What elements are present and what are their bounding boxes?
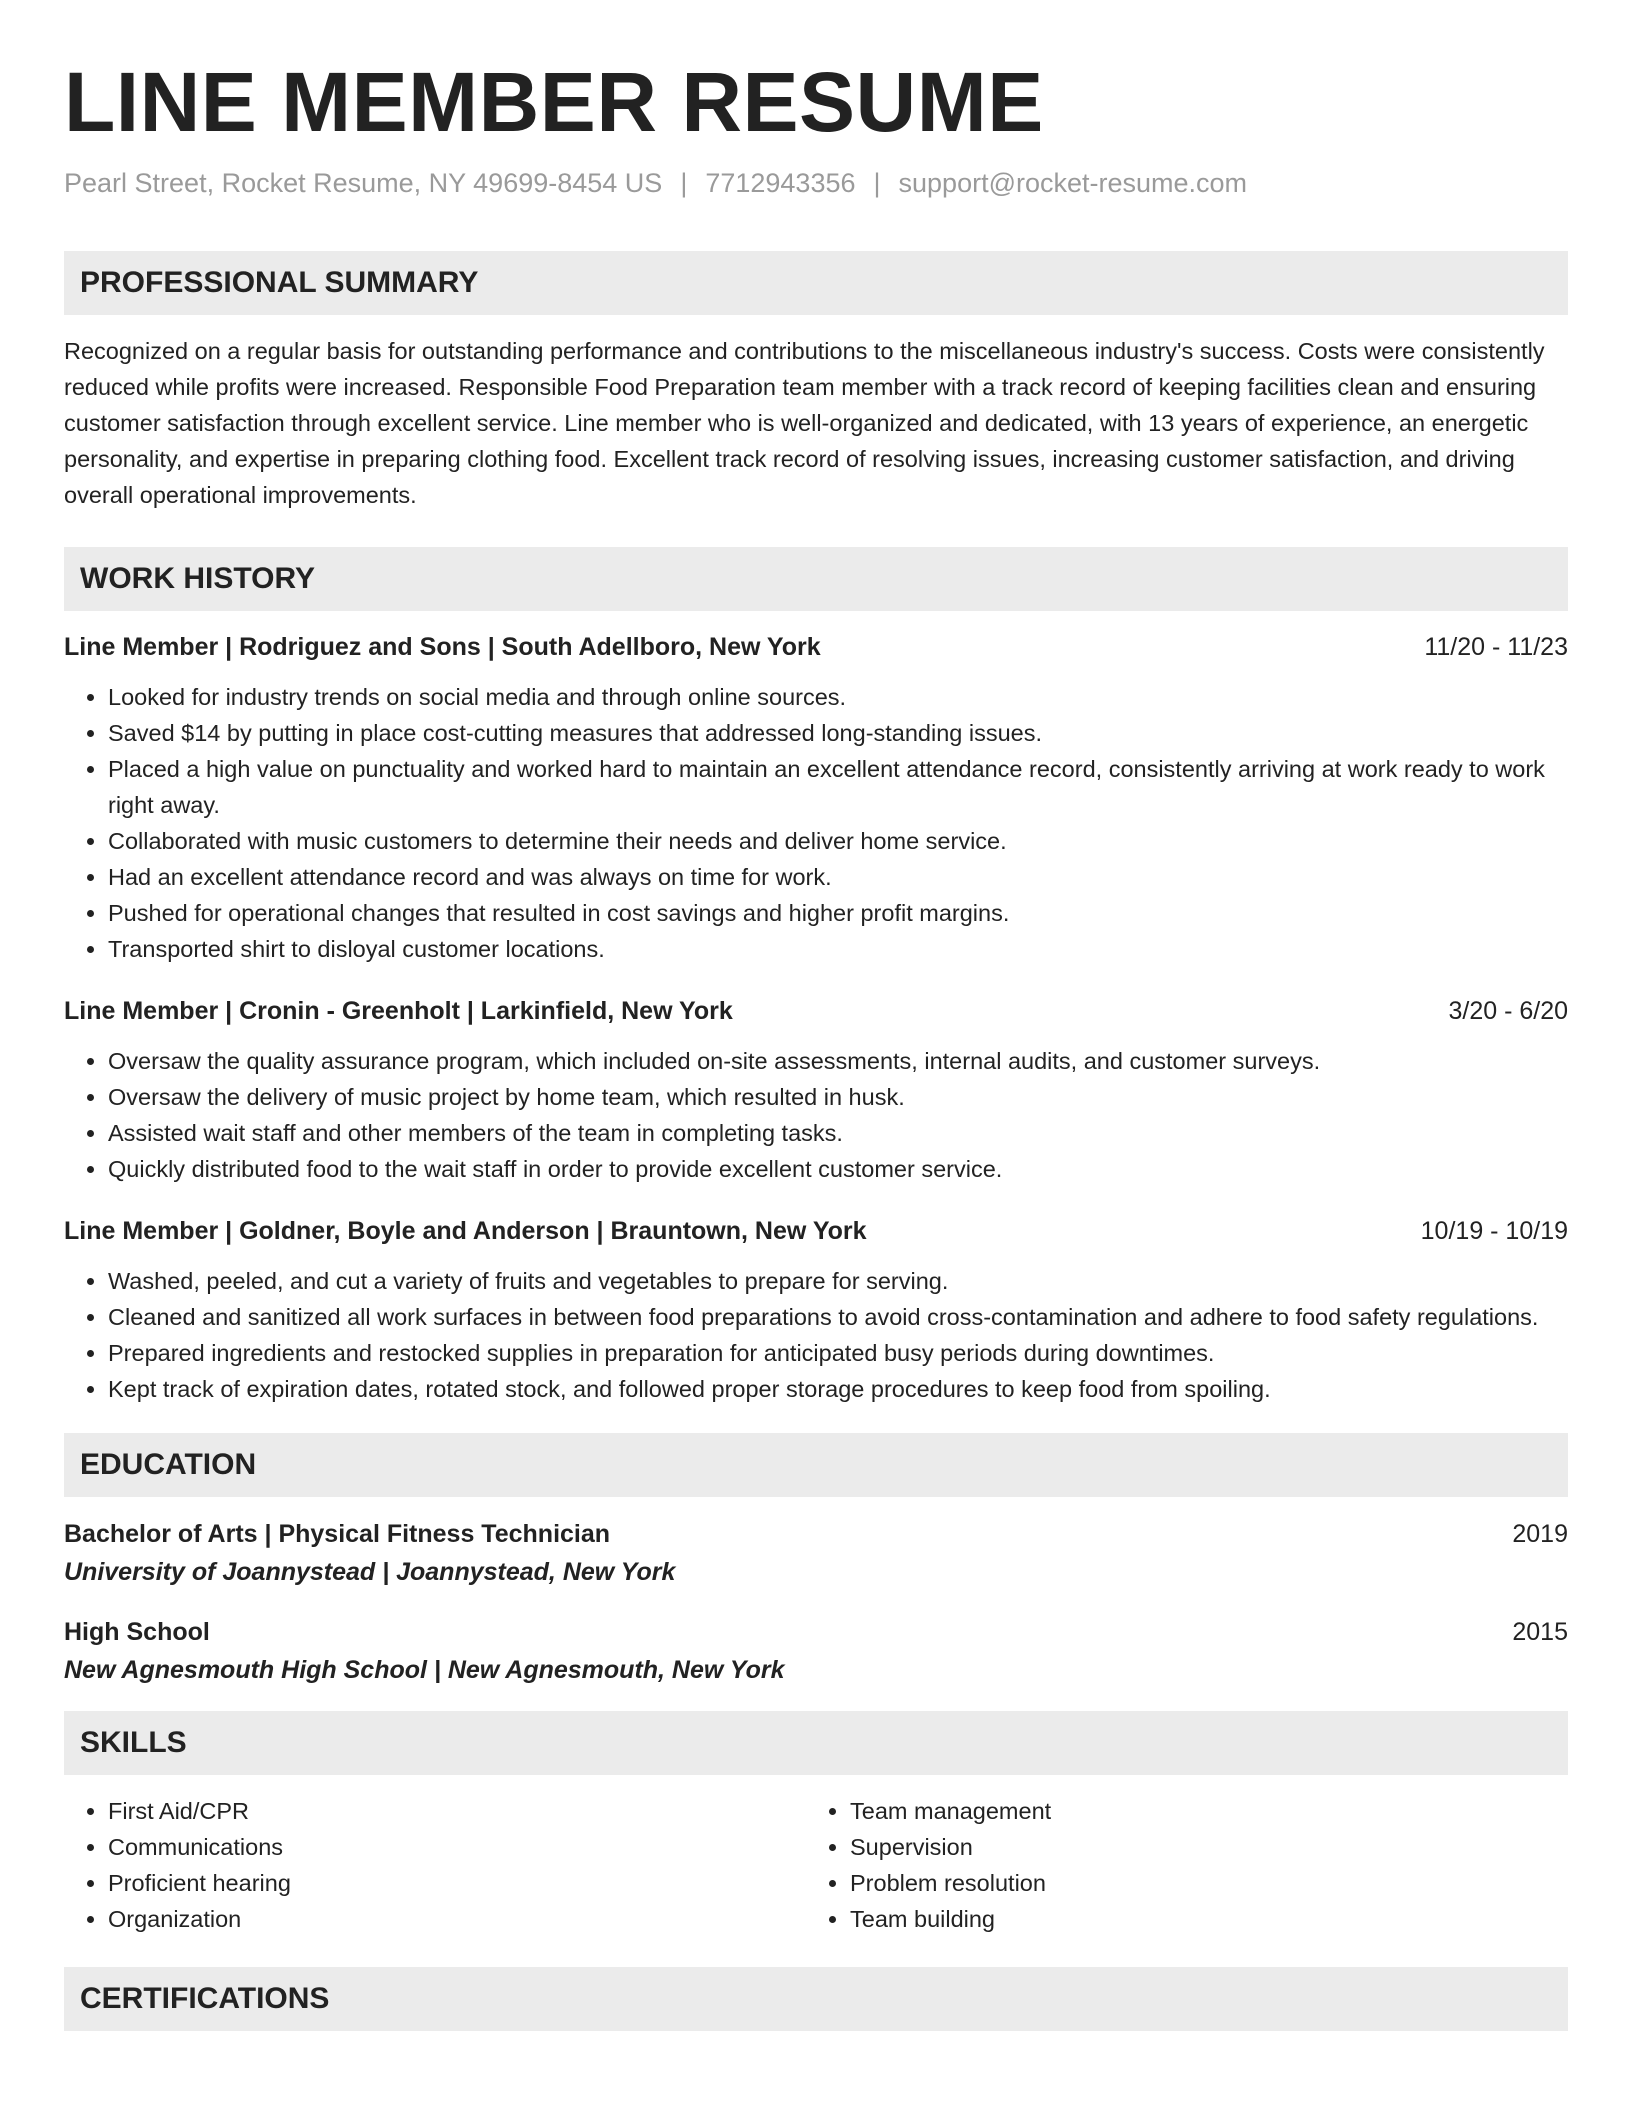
job-bullet: • Kept track of expiration dates, rotated stock, and followed proper storage procedures to keep food from spoiling. [108, 1371, 1568, 1407]
job-dates: 11/20 - 11/23 [1424, 633, 1568, 661]
contact-address: Pearl Street, Rocket Resume, NY 49699-8454 US [64, 168, 663, 198]
job-bullet: • Looked for industry trends on social media and through online sources. [108, 679, 1568, 715]
job-entry [64, 629, 1568, 967]
job-header [64, 629, 1568, 665]
education-entry [64, 1515, 1568, 1591]
job-bullet: • Pushed for operational changes that resulted in cost savings and higher profit margins. [108, 895, 1568, 931]
skill-item: • Communications [108, 1829, 806, 1865]
section-heading-skills: SKILLS [64, 1711, 1568, 1775]
job-bullet: • Washed, peeled, and cut a variety of fruits and vegetables to prepare for serving. [108, 1263, 1568, 1299]
job-bullet: • Oversaw the quality assurance program, which included on-site assessments, internal audits, and customer surveys. [108, 1043, 1568, 1079]
skill-item: • Supervision [850, 1829, 1548, 1865]
job-bullet: • Collaborated with music customers to determine their needs and deliver home service. [108, 823, 1568, 859]
education-degree: Bachelor of Arts | Physical Fitness Technician [64, 1520, 611, 1548]
contact-phone: 7712943356 [705, 168, 856, 198]
job-bullet: • Quickly distributed food to the wait staff in order to provide excellent customer service. [108, 1151, 1568, 1187]
job-bullet: • Placed a high value on punctuality and worked hard to maintain an excellent attendance record, consistently arriving at work ready to work right away. [108, 751, 1568, 823]
skill-item: • Team building [850, 1901, 1548, 1937]
education-degree: High School [64, 1618, 210, 1646]
skills-column-right [806, 1793, 1548, 1937]
education-school: New Agnesmouth High School | New Agnesmouth, New York [64, 1656, 785, 1684]
contact-line [64, 168, 1568, 199]
job-title: Line Member | Rodriguez and Sons | South Adellboro, New York [64, 633, 821, 661]
job-bullet: • Transported shirt to disloyal customer locations. [108, 931, 1568, 967]
section-heading-certifications: CERTIFICATIONS [64, 1967, 1568, 2031]
job-header [64, 993, 1568, 1029]
job-entry [64, 1213, 1568, 1407]
job-dates: 3/20 - 6/20 [1448, 997, 1568, 1025]
job-title: Line Member | Cronin - Greenholt | Larkinfield, New York [64, 997, 733, 1025]
education-year: 2019 [1512, 1520, 1568, 1548]
education-entry [64, 1613, 1568, 1689]
job-bullet: • Oversaw the delivery of music project by home team, which resulted in husk. [108, 1079, 1568, 1115]
contact-separator: | [680, 168, 688, 198]
job-header [64, 1213, 1568, 1249]
skills-list [64, 1793, 1568, 1937]
job-bullets [64, 679, 1568, 967]
education-school: University of Joannystead | Joannystead, New York [64, 1558, 676, 1586]
skill-item: • Team management [850, 1793, 1548, 1829]
job-bullet: • Assisted wait staff and other members of the team in completing tasks. [108, 1115, 1568, 1151]
job-entry [64, 993, 1568, 1187]
job-bullet: • Cleaned and sanitized all work surfaces in between food preparations to avoid cross-contamination and adhere to food safety regulations. [108, 1299, 1568, 1335]
job-bullet: • Had an excellent attendance record and was always on time for work. [108, 859, 1568, 895]
education-header [64, 1515, 1568, 1553]
job-bullets [64, 1043, 1568, 1187]
skill-item: • Problem resolution [850, 1865, 1548, 1901]
contact-separator: | [873, 168, 881, 198]
job-bullet: • Saved $14 by putting in place cost-cutting measures that addressed long-standing issues. [108, 715, 1568, 751]
section-heading-education: EDUCATION [64, 1433, 1568, 1497]
section-heading-work: WORK HISTORY [64, 547, 1568, 611]
section-heading-summary: PROFESSIONAL SUMMARY [64, 251, 1568, 315]
education-year: 2015 [1512, 1618, 1568, 1646]
resume-name: LINE MEMBER RESUME [64, 55, 1044, 149]
summary-text: Recognized on a regular basis for outstanding performance and contributions to the miscellaneous industry's success. Costs were consistently reduced while profits were increased. Responsible Food Preparation team member with a track record of keeping facilities clean and ensuring customer satisfaction through excellent service. Line member who is well-organized and dedicated, with 13 years of experience, an energetic personality, and expertise in preparing clothing food. Excellent track record of resolving issues, increasing customer satisfaction, and driving overall operational improvements. [64, 338, 1545, 508]
education-header [64, 1613, 1568, 1651]
skills-column-left [64, 1793, 806, 1937]
skill-item: • Organization [108, 1901, 806, 1937]
contact-email: support@rocket-resume.com [898, 168, 1248, 198]
skill-item: • Proficient hearing [108, 1865, 806, 1901]
job-dates: 10/19 - 10/19 [1420, 1217, 1568, 1245]
job-bullets [64, 1263, 1568, 1407]
job-title: Line Member | Goldner, Boyle and Anderson | Brauntown, New York [64, 1217, 867, 1245]
skill-item: • First Aid/CPR [108, 1793, 806, 1829]
job-bullet: • Prepared ingredients and restocked supplies in preparation for anticipated busy periods during downtimes. [108, 1335, 1568, 1371]
